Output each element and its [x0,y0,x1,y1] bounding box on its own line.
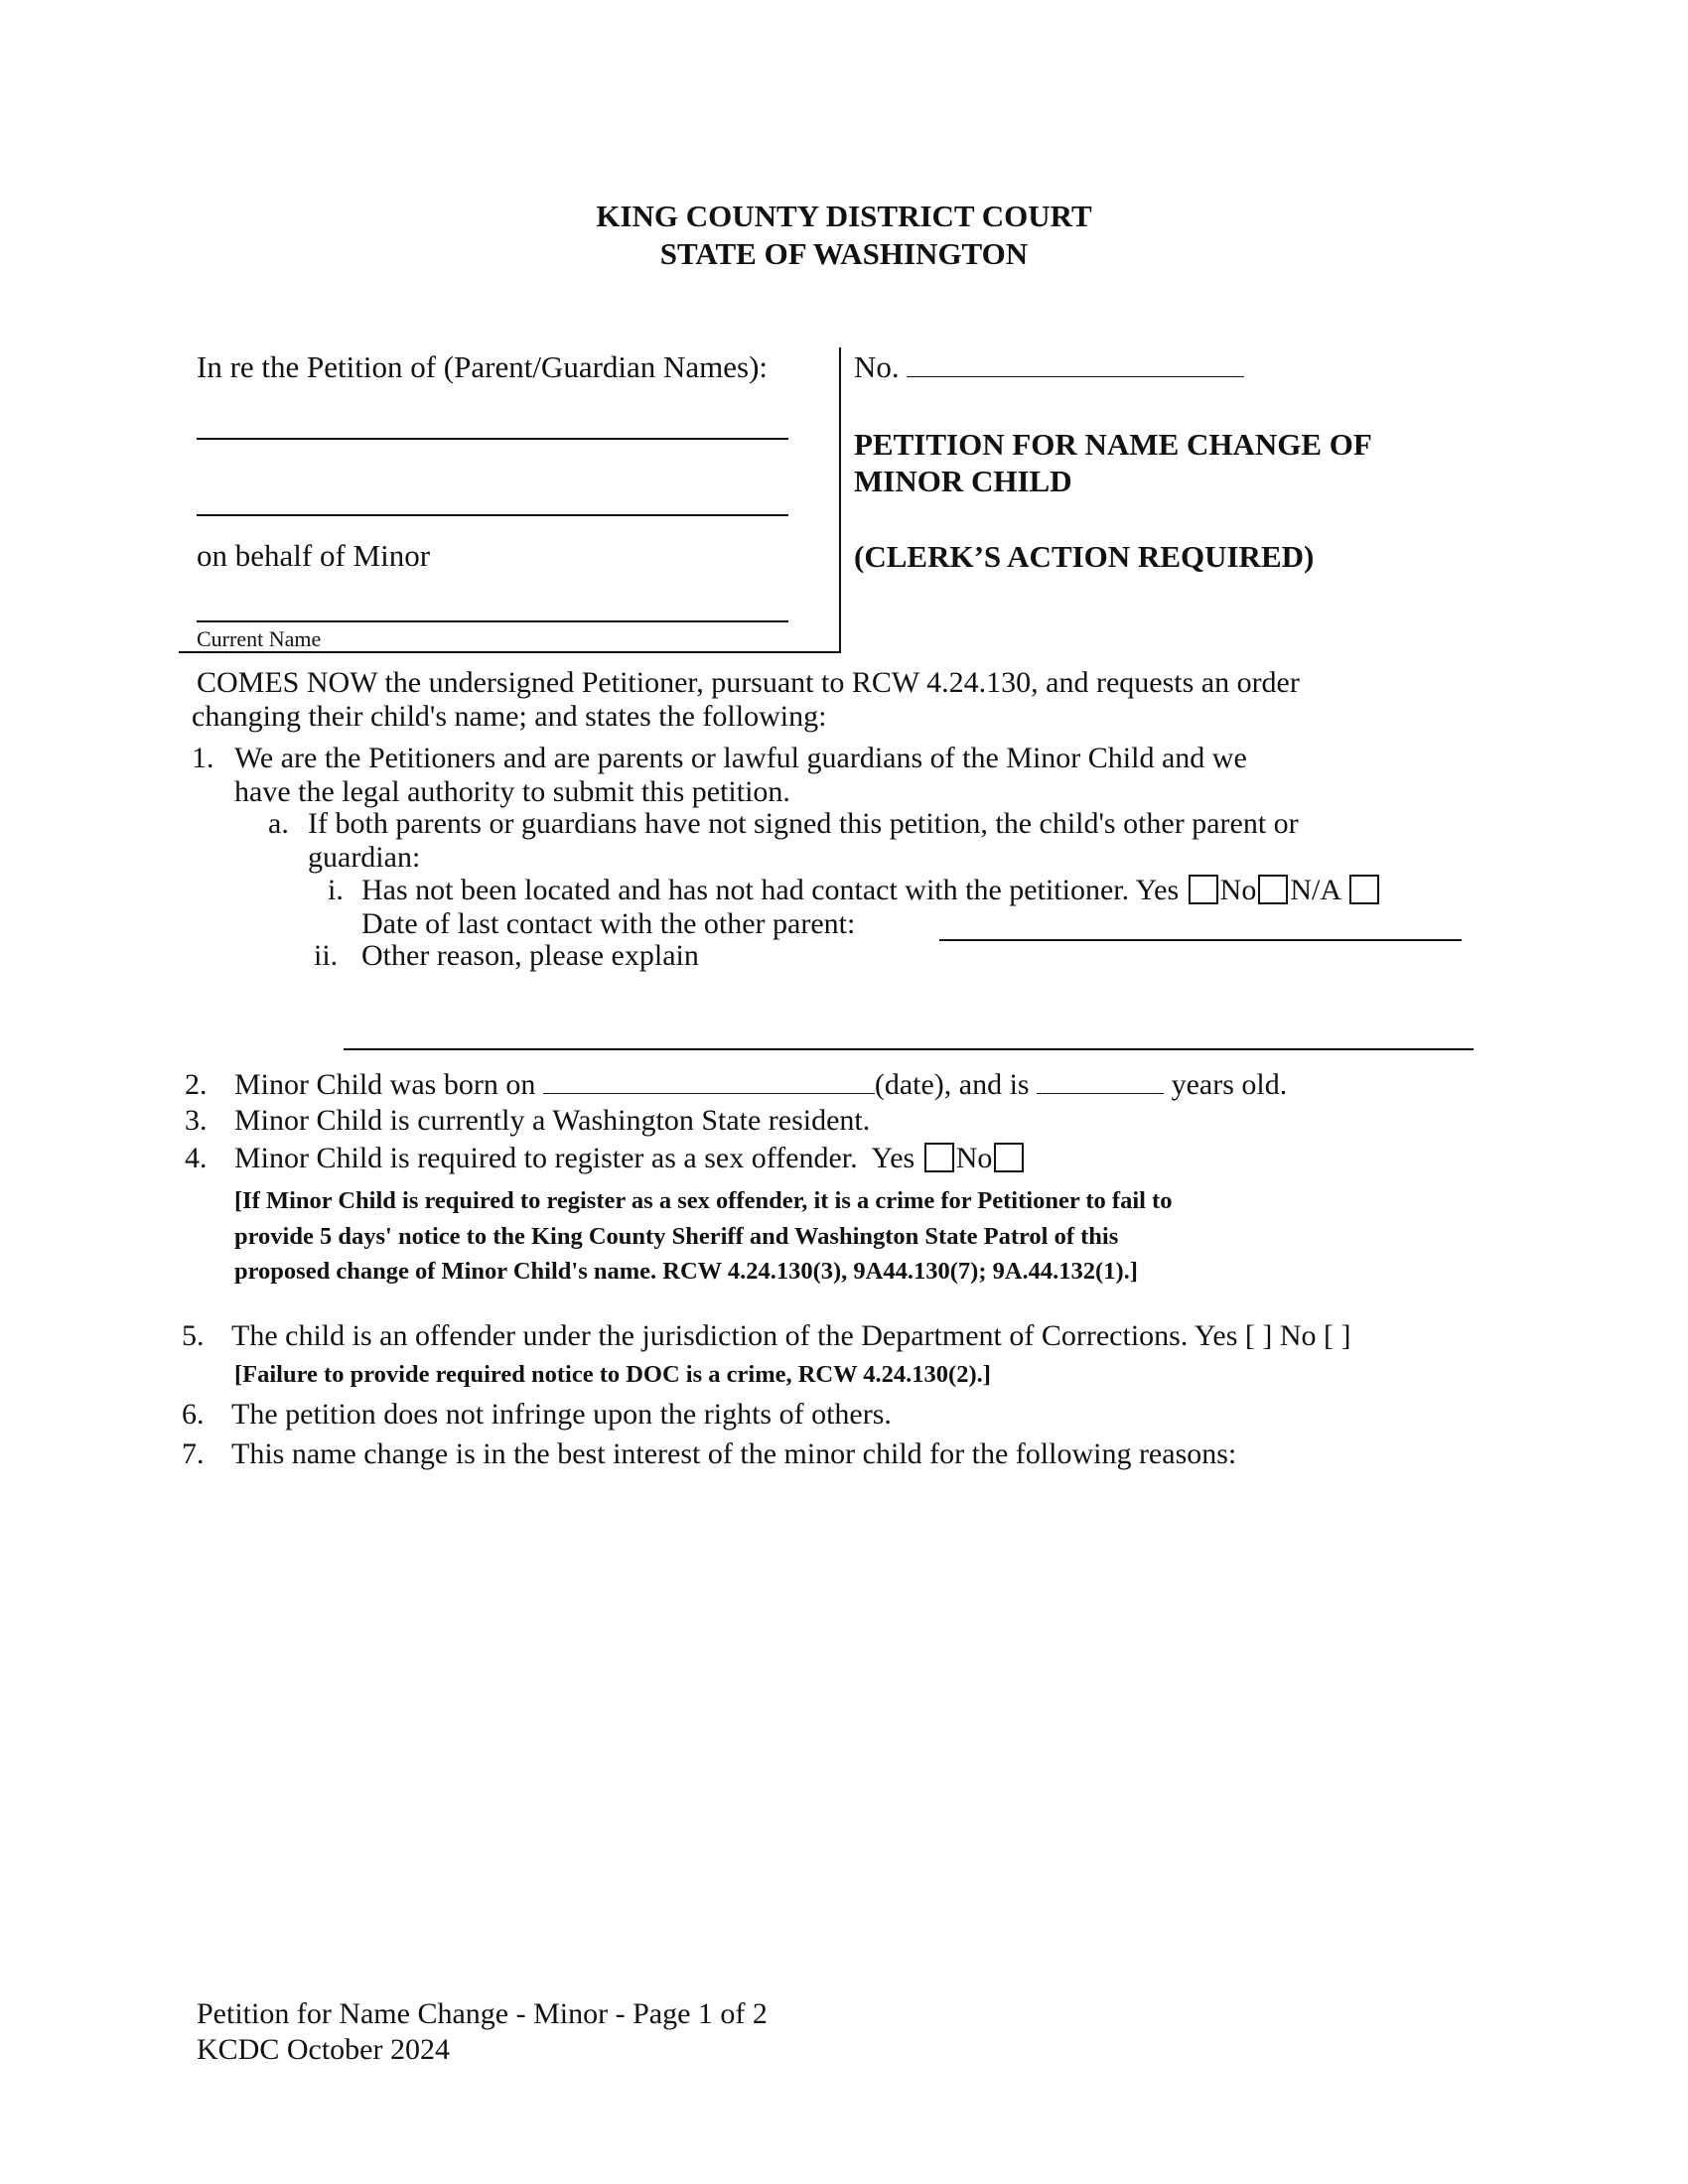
item5-number: 5. [182,1319,205,1352]
item2-text-date: (date), and is [874,1068,1030,1101]
parent-name-line-1[interactable] [197,438,788,440]
court-name: KING COUNTY DISTRICT COURT [596,199,1092,233]
item1aii-text: Other reason, please explain [361,939,699,972]
item1ai-na-label: N/A [1290,874,1340,906]
caption-divider [839,347,841,653]
birth-date-field[interactable] [543,1069,875,1094]
minor-name-line[interactable] [197,620,788,622]
item1aii-number: ii. [314,939,339,972]
item1-number: 1. [192,742,214,774]
case-no-label [854,349,1244,385]
form-title-line2: MINOR CHILD [854,464,1072,498]
item5-text: The child is an offender under the jurisdiction of the Department of Corrections. Yes [ ] No [ ] [231,1319,1351,1352]
intro-line1: COMES NOW the undersigned Petitioner, pursuant to RCW 4.24.130, and requests an order [197,666,1300,699]
last-contact-label: Date of last contact with the other parent: [361,907,856,940]
item1ai-text: Has not been located and has not had contact with the petitioner. [361,874,1130,906]
footer-page-info: Petition for Name Change - Minor - Page 1 of 2 [197,1997,768,2030]
item4-note-line2: provide 5 days' notice to the King County Sheriff and Washington State Patrol of this [234,1223,1119,1250]
item1a-line2: guardian: [308,841,421,874]
age-field[interactable] [1037,1069,1164,1094]
item1-line2: have the legal authority to submit this petition. [234,775,790,808]
item4-row [234,1142,1026,1175]
item1ai-yes-label: Yes [1135,874,1180,906]
item2-row [234,1068,1287,1102]
item3-text: Minor Child is currently a Washington State resident. [234,1104,871,1137]
item1a-line1: If both parents or guardians have not signed this petition, the child's other parent or [308,807,1299,840]
current-name-label: Current Name [197,626,322,651]
item4-note-line3: proposed change of Minor Child's name. RCW 4.24.130(3), 9A44.130(7); 9A.44.132(1).] [234,1258,1138,1285]
item4-yes-checkbox[interactable] [924,1143,954,1172]
last-contact-field[interactable] [939,939,1462,941]
item4-yes-label: Yes [871,1142,915,1174]
item3-number: 3. [185,1104,208,1137]
item5-note: [Failure to provide required notice to DOC is a crime, RCW 4.24.130(2).] [234,1361,991,1388]
other-reason-field[interactable] [344,1048,1474,1050]
item7-text: This name change is in the best interest of the minor child for the following reasons: [231,1437,1237,1470]
item1ai-yes-checkbox[interactable] [1189,875,1218,904]
footer-form-version: KCDC October 2024 [197,2033,450,2066]
court-state: STATE OF WASHINGTON [659,236,1029,271]
item4-no-checkbox[interactable] [994,1143,1024,1172]
item4-text: Minor Child is required to register as a sex offender. [234,1142,858,1174]
item4-no-label: No [955,1142,993,1174]
item1ai-na-checkbox[interactable] [1349,875,1379,904]
item7-number: 7. [182,1437,205,1470]
item4-number: 4. [185,1142,208,1174]
on-behalf-label: on behalf of Minor [197,538,431,573]
parent-name-line-2[interactable] [197,514,788,516]
item6-number: 6. [182,1398,205,1431]
item2-text-years: years old. [1171,1068,1288,1101]
item1ai-no-label: No [1219,874,1257,906]
caption-bottom-rule [179,651,840,653]
form-title-line1: PETITION FOR NAME CHANGE OF [854,427,1372,462]
item1-line1: We are the Petitioners and are parents or lawful guardians of the Minor Child and we [234,742,1247,774]
item2-text-born: Minor Child was born on [234,1068,536,1101]
item1ai-row [361,874,1381,907]
petition-of-label: In re the Petition of (Parent/Guardian Names): [197,349,769,384]
case-no-text: No. [854,349,900,384]
item6-text: The petition does not infringe upon the rights of others. [231,1398,892,1431]
item4-note-line1: [If Minor Child is required to register as a sex offender, it is a crime for Petitioner to fail to [234,1187,1173,1214]
case-no-field[interactable] [907,352,1244,377]
clerk-action-label: (CLERK’S ACTION REQUIRED) [854,539,1315,574]
item1a-number: a. [268,807,289,840]
item1ai-number: i. [328,874,344,906]
intro-line2: changing their child's name; and states the following: [192,700,827,733]
item1ai-no-checkbox[interactable] [1258,875,1288,904]
item2-number: 2. [185,1068,208,1101]
